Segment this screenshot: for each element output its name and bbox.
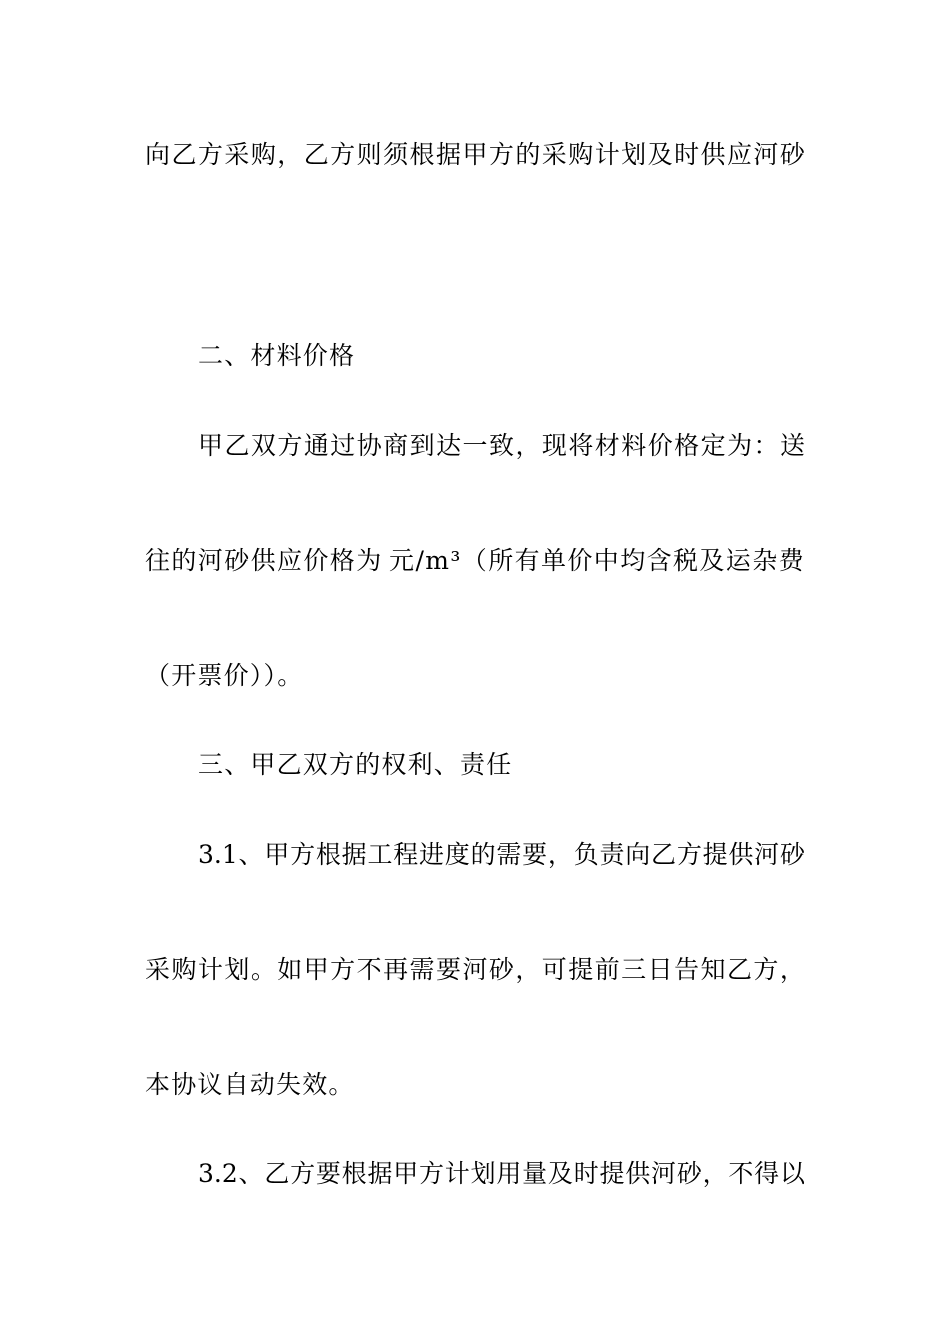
glyph: 如 [277, 955, 303, 984]
glyph: ： [753, 431, 779, 460]
glyph: 采 [145, 955, 171, 984]
glyph: 以 [779, 1159, 805, 1188]
glyph: 达 [436, 431, 462, 460]
glyph: 知 [700, 955, 726, 984]
glyph: 进 [419, 840, 445, 869]
glyph: 告 [674, 955, 700, 984]
glyph: 现 [541, 431, 567, 460]
glyph: 三 [621, 955, 647, 984]
glyph: 用 [496, 1159, 522, 1188]
glyph: 河 [753, 140, 779, 169]
glyph: 砂 [488, 955, 514, 984]
glyph: ， [547, 840, 573, 869]
glyph: 乙 [264, 1159, 290, 1188]
glyph: 的 [515, 140, 541, 169]
glyph: 砂 [779, 140, 805, 169]
glyph: 方 [676, 840, 702, 869]
glyph: 协 [356, 431, 382, 460]
glyph: 供 [625, 1159, 651, 1188]
glyph: 提 [599, 1159, 625, 1188]
glyph: 甲 [462, 140, 488, 169]
glyph: 据 [367, 1159, 393, 1188]
section-heading-material-price: 二、材料价格 [198, 341, 356, 370]
price-text-before: 往的河砂供应价格为 [145, 546, 383, 575]
glyph: 购 [250, 140, 276, 169]
glyph: 需 [409, 955, 435, 984]
glyph: 乙 [726, 955, 752, 984]
glyph: 。 [250, 955, 276, 984]
price-text-after: 元/m³（所有单价中均含税及运杂费 [389, 546, 805, 575]
glyph: 砂 [779, 840, 805, 869]
glyph: 方 [330, 955, 356, 984]
glyph: 甲 [264, 840, 290, 869]
glyph: 方 [197, 140, 223, 169]
glyph: 计 [197, 955, 223, 984]
glyph: 商 [383, 431, 409, 460]
glyph: 购 [568, 140, 594, 169]
glyph: 供 [728, 840, 754, 869]
glyph: 、 [238, 840, 264, 869]
glyph: 要 [522, 840, 548, 869]
glyph: 不 [356, 955, 382, 984]
glyph: 3.2 [198, 1159, 238, 1188]
glyph: 则 [356, 140, 382, 169]
glyph: ， [515, 431, 541, 460]
glyph: 砂 [676, 1159, 702, 1188]
glyph: 提 [568, 955, 594, 984]
glyph: 度 [444, 840, 470, 869]
glyph: 为 [727, 431, 753, 460]
glyph: 、 [238, 1159, 264, 1188]
glyph: 再 [383, 955, 409, 984]
section-heading-rights-responsibilities: 三、甲乙双方的权利、责任 [198, 750, 513, 779]
glyph: 需 [496, 840, 522, 869]
glyph: 供 [700, 140, 726, 169]
glyph: 料 [621, 431, 647, 460]
glyph: 时 [674, 140, 700, 169]
glyph: 致 [488, 431, 514, 460]
glyph: 计 [594, 140, 620, 169]
glyph: 甲 [393, 1159, 419, 1188]
paragraph-line-7 [198, 835, 805, 875]
glyph: 方 [290, 1159, 316, 1188]
glyph: 据 [341, 840, 367, 869]
glyph: 向 [145, 140, 171, 169]
glyph: 河 [651, 1159, 677, 1188]
glyph: 及 [547, 1159, 573, 1188]
glyph: 方 [277, 431, 303, 460]
glyph: 要 [435, 955, 461, 984]
glyph: ， [779, 955, 805, 984]
glyph: 根 [341, 1159, 367, 1188]
glyph: 应 [726, 140, 752, 169]
paragraph-line-1 [145, 135, 805, 175]
paragraph-line-9: 本协议自动失效。 [145, 1070, 355, 1099]
glyph: 送 [779, 431, 805, 460]
glyph: 方 [488, 140, 514, 169]
glyph: 河 [754, 840, 780, 869]
glyph: 格 [674, 431, 700, 460]
glyph: 甲 [303, 955, 329, 984]
glyph: 计 [444, 1159, 470, 1188]
glyph: 责 [599, 840, 625, 869]
glyph: 购 [171, 955, 197, 984]
glyph: 须 [383, 140, 409, 169]
glyph: 河 [462, 955, 488, 984]
paragraph-line-8 [145, 950, 805, 990]
glyph: 材 [594, 431, 620, 460]
glyph: 乙 [171, 140, 197, 169]
glyph: 双 [250, 431, 276, 460]
glyph: 及 [647, 140, 673, 169]
glyph: 得 [754, 1159, 780, 1188]
paragraph-line-10 [198, 1154, 805, 1194]
glyph: 乙 [303, 140, 329, 169]
glyph: 将 [568, 431, 594, 460]
glyph: 根 [409, 140, 435, 169]
glyph: 不 [728, 1159, 754, 1188]
glyph: 程 [393, 840, 419, 869]
glyph: ， [515, 955, 541, 984]
glyph: 方 [290, 840, 316, 869]
glyph: 定 [700, 431, 726, 460]
glyph: 向 [625, 840, 651, 869]
glyph: 根 [315, 840, 341, 869]
glyph: 日 [647, 955, 673, 984]
glyph: 甲 [198, 431, 224, 460]
glyph: 量 [522, 1159, 548, 1188]
glyph: 据 [435, 140, 461, 169]
glyph: 一 [462, 431, 488, 460]
paragraph-line-4 [145, 541, 805, 581]
glyph: 过 [330, 431, 356, 460]
glyph: 方 [330, 140, 356, 169]
glyph: 要 [315, 1159, 341, 1188]
glyph: 通 [303, 431, 329, 460]
glyph: ， [277, 140, 303, 169]
paragraph-line-3 [198, 426, 805, 466]
paragraph-line-5: （开票价））。 [145, 661, 304, 690]
glyph: 提 [702, 840, 728, 869]
glyph: ， [702, 1159, 728, 1188]
glyph: 方 [419, 1159, 445, 1188]
glyph: 时 [573, 1159, 599, 1188]
glyph: 负 [573, 840, 599, 869]
glyph: 可 [541, 955, 567, 984]
glyph: 价 [647, 431, 673, 460]
glyph: 3.1 [198, 840, 238, 869]
glyph: 的 [470, 840, 496, 869]
glyph: 方 [753, 955, 779, 984]
glyph: 乙 [651, 840, 677, 869]
glyph: 工 [367, 840, 393, 869]
glyph: 乙 [224, 431, 250, 460]
glyph: 到 [409, 431, 435, 460]
glyph: 划 [470, 1159, 496, 1188]
glyph: 划 [224, 955, 250, 984]
glyph: 前 [594, 955, 620, 984]
glyph: 采 [541, 140, 567, 169]
glyph: 划 [621, 140, 647, 169]
glyph: 采 [224, 140, 250, 169]
